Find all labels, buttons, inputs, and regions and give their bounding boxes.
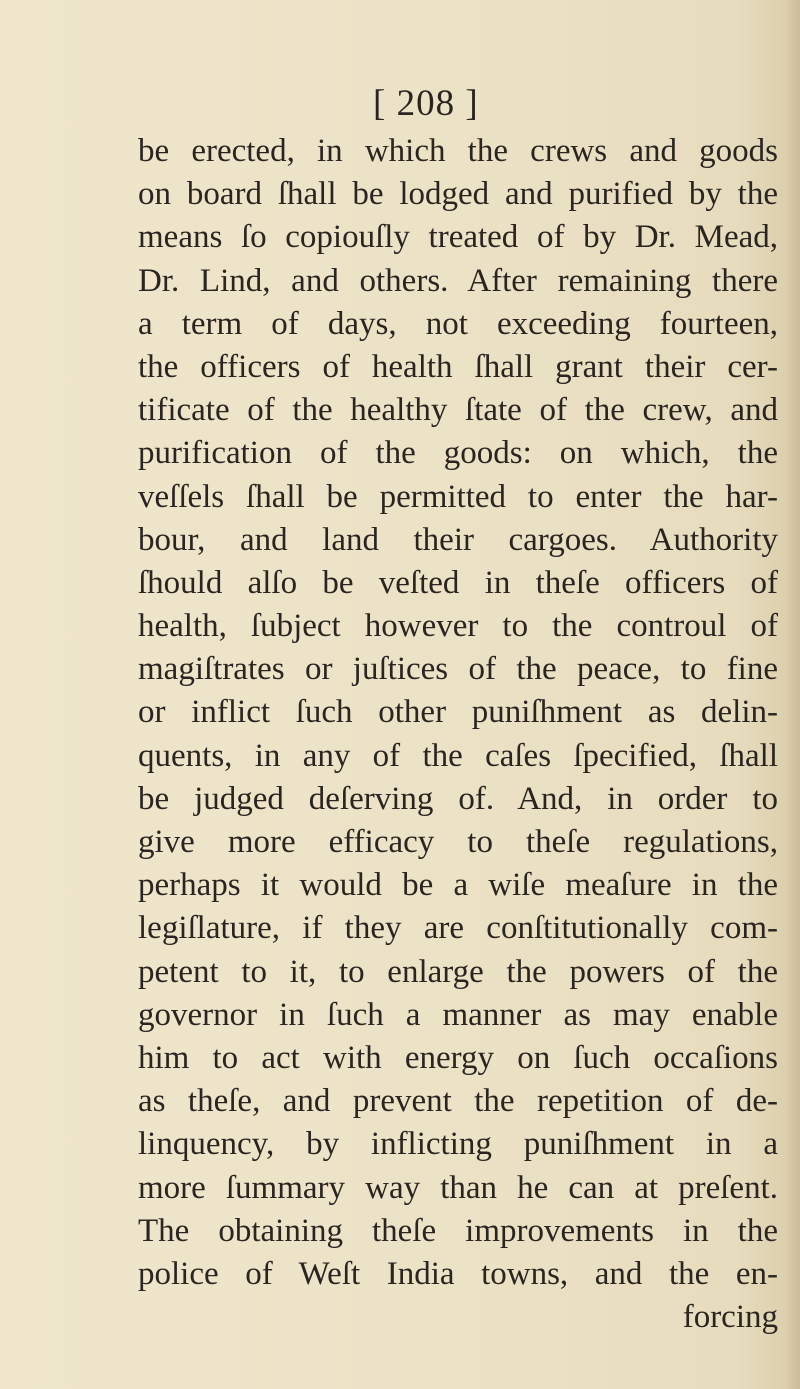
text-line: quents, in any of the caſes ſpecified, ſhall: [138, 737, 778, 774]
text-line: The obtaining theſe improvements in the: [138, 1212, 778, 1249]
page-edge-shadow: [786, 0, 800, 1389]
text-line: be judged deſerving of. And, in order to: [138, 780, 778, 817]
text-line: as theſe, and prevent the repetition of de-: [138, 1083, 778, 1120]
text-line: give more efficacy to theſe regulations,: [138, 824, 778, 860]
text-line: be erected, in which the crews and goods: [138, 133, 778, 169]
text-line: perhaps it would be a wiſe meaſure in the: [138, 867, 778, 904]
text-line: tificate of the healthy ſtate of the crew, and: [138, 392, 778, 429]
text-line: means ſo copiouſly treated of by Dr. Mead,: [138, 219, 778, 256]
text-line: legiſlature, if they are conſtitutionally com-: [138, 910, 778, 947]
text-line: governor in ſuch a manner as may enable: [138, 996, 778, 1033]
text-line: the officers of health ſhall grant their cer-: [138, 348, 778, 385]
catchword: forcing: [682, 1299, 778, 1336]
text-line: police of Weſt India towns, and the en-: [138, 1255, 778, 1292]
text-line: magiſtrates or juſtices of the peace, to fine: [138, 651, 778, 688]
text-line: him to act with energy on ſuch occaſions: [138, 1039, 778, 1076]
text-line: Dr. Lind, and others. After remaining there: [138, 262, 778, 299]
text-line: petent to it, to enlarge the powers of the: [138, 953, 778, 990]
text-line: health, ſubject however to the controul of: [138, 608, 778, 645]
text-line: veſſels ſhall be permitted to enter the har-: [138, 478, 778, 515]
body-text: [138, 130, 778, 1339]
text-line: more ſummary way than he can at preſent.: [138, 1169, 778, 1206]
page-number-header: [ 208 ]: [373, 83, 479, 124]
text-line: on board ſhall be lodged and purified by the: [138, 176, 778, 213]
text-line: ſhould alſo be veſted in theſe officers of: [138, 564, 778, 601]
text-line: purification of the goods: on which, the: [138, 435, 778, 472]
text-line: a term of days, not exceeding fourteen,: [138, 305, 778, 342]
text-line: or inflict ſuch other puniſhment as delin-: [138, 694, 778, 731]
text-line: bour, and land their cargoes. Authority: [138, 521, 778, 558]
text-line: linquency, by inflicting puniſhment in a: [138, 1126, 778, 1163]
